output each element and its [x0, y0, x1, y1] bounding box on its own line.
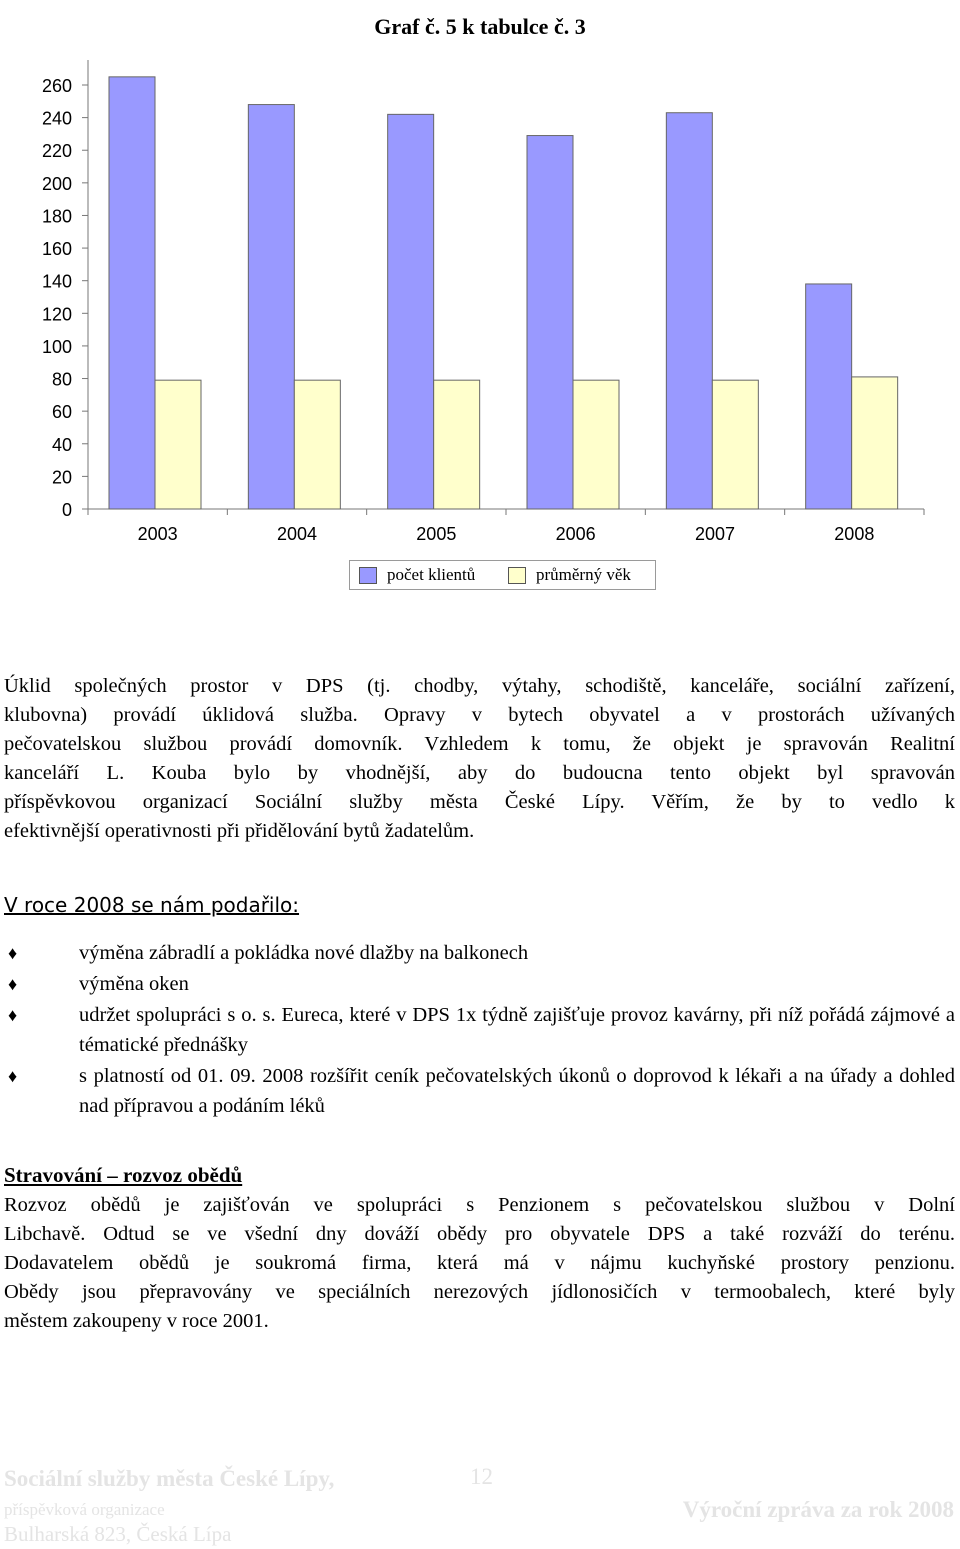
footer-page-number: 12: [470, 1464, 493, 1489]
paragraph-line: kanceláří L. Kouba bylo by vhodnější, aby do budoucna tento objekt byl spravován: [4, 762, 955, 784]
y-tick-label: 60: [51, 402, 72, 423]
list-item: [4, 1061, 955, 1121]
bar-clients: [388, 114, 434, 509]
y-tick-label: 160: [41, 239, 72, 260]
y-tick-label: 240: [41, 108, 72, 129]
bar-age: [155, 380, 201, 509]
diamond-bullet-icon: ♦: [8, 943, 18, 963]
diamond-bullet-icon: ♦: [8, 974, 18, 994]
x-tick-label: 2006: [555, 524, 596, 544]
diamond-bullet-icon: ♦: [8, 1066, 18, 1086]
x-tick-label: 2004: [276, 524, 318, 544]
paragraph-meals: [4, 1191, 955, 1336]
list-item-text: udržet spolupráci s o. s. Eureca, které v DPS 1x týdně zajišťuje provoz kavárny, při níž pořádá zájmové a tématické přednášky: [79, 1004, 955, 1056]
x-tick-label: 2003: [137, 524, 178, 544]
achievements-list: [4, 938, 955, 1121]
bar-clients: [109, 77, 155, 509]
bar-age: [294, 380, 340, 509]
chart-title: Graf č. 5 k tabulce č. 3: [374, 14, 586, 39]
footer-organization: Sociální služby města České Lípy,: [4, 1466, 335, 1491]
y-tick-label: 140: [41, 271, 72, 292]
paragraph-line: Rozvoz obědů je zajišťován ve spolupráci s Penzionem s pečovatelskou službou v Dolní: [4, 1194, 955, 1216]
list-item: [4, 969, 955, 999]
paragraph-maintenance: [4, 672, 955, 846]
list-item: [4, 938, 955, 968]
bar-age: [852, 377, 898, 509]
paragraph-line: Dodavatelem obědů je soukromá firma, která má v nájmu kuchyňské prostory penzionu.: [4, 1252, 955, 1274]
legend-swatch-clients: [359, 567, 377, 584]
list-item-text: výměna zábradlí a pokládka nové dlažby na balkonech: [79, 942, 529, 964]
bar-age: [573, 380, 619, 509]
paragraph-line: efektivnější operativnosti při přidělování bytů žadatelům.: [4, 820, 475, 842]
y-tick-label: 260: [41, 76, 72, 96]
bar-age: [434, 380, 480, 509]
legend-label-age: průměrný věk: [536, 565, 631, 584]
y-tick-label: 20: [51, 467, 72, 488]
list-item-text: s platností od 01. 09. 2008 rozšířit ceník pečovatelských úkonů o doprovod k lékaři a na úřady a dohled nad přípravou a podáním léků: [79, 1065, 955, 1117]
chart-legend: [349, 560, 656, 590]
legend-swatch-age: [508, 567, 526, 584]
paragraph-line: Libchavě. Odtud se ve všední dny dováží obědy pro obyvatele DPS a také rozváží do terénu.: [4, 1223, 955, 1245]
footer-report-title: Výroční zpráva za rok 2008: [682, 1497, 954, 1522]
x-tick-label: 2007: [694, 524, 736, 544]
bar-clients: [248, 105, 294, 509]
paragraph-line: příspěvkovou organizací Sociální služby města České Lípy. Věřím, že by to vedlo k: [4, 791, 955, 813]
paragraph-line: Úklid společných prostor v DPS (tj. chodby, výtahy, schodiště, kanceláře, sociální zařízení,: [4, 675, 955, 697]
x-tick-label: 2005: [416, 524, 457, 544]
bar-chart: [0, 60, 960, 560]
y-tick-label: 200: [41, 173, 72, 194]
bar-clients: [806, 284, 852, 509]
paragraph-line: městem zakoupeny v roce 2001.: [4, 1310, 269, 1332]
bar-age: [712, 380, 758, 509]
section-title-meals: Stravování – rozvoz obědů: [4, 1163, 243, 1187]
diamond-bullet-icon: ♦: [8, 1005, 18, 1025]
y-tick-label: 80: [51, 369, 72, 390]
y-tick-label: 100: [41, 336, 72, 357]
y-tick-label: 40: [51, 434, 72, 455]
legend-label-clients: počet klientů: [387, 565, 476, 584]
list-item-text: výměna oken: [79, 973, 189, 995]
bar-clients: [666, 113, 712, 509]
list-item: [4, 1000, 955, 1060]
footer-address: Bulharská 823, Česká Lípa: [4, 1522, 232, 1546]
paragraph-line: klubovna) provádí úklidová služba. Opravy v bytech obyvatel a v prostorách užívaných: [4, 704, 955, 726]
y-tick-label: 120: [41, 304, 72, 325]
paragraph-line: Obědy jsou přepravovány ve speciálních nerezových jídlonosičích v termoobalech, které byly: [4, 1281, 955, 1303]
footer-org-type: příspěvková organizace: [4, 1500, 165, 1519]
bar-clients: [527, 136, 573, 509]
achievements-heading: V roce 2008 se nám podařilo:: [4, 893, 300, 917]
paragraph-line: pečovatelskou službou provádí domovník. Vzhledem k tomu, že objekt je spravován Realitní: [4, 733, 955, 755]
y-tick-label: 0: [61, 500, 72, 520]
x-tick-label: 2008: [834, 524, 875, 544]
y-tick-label: 220: [41, 141, 72, 162]
y-tick-label: 180: [41, 206, 72, 227]
